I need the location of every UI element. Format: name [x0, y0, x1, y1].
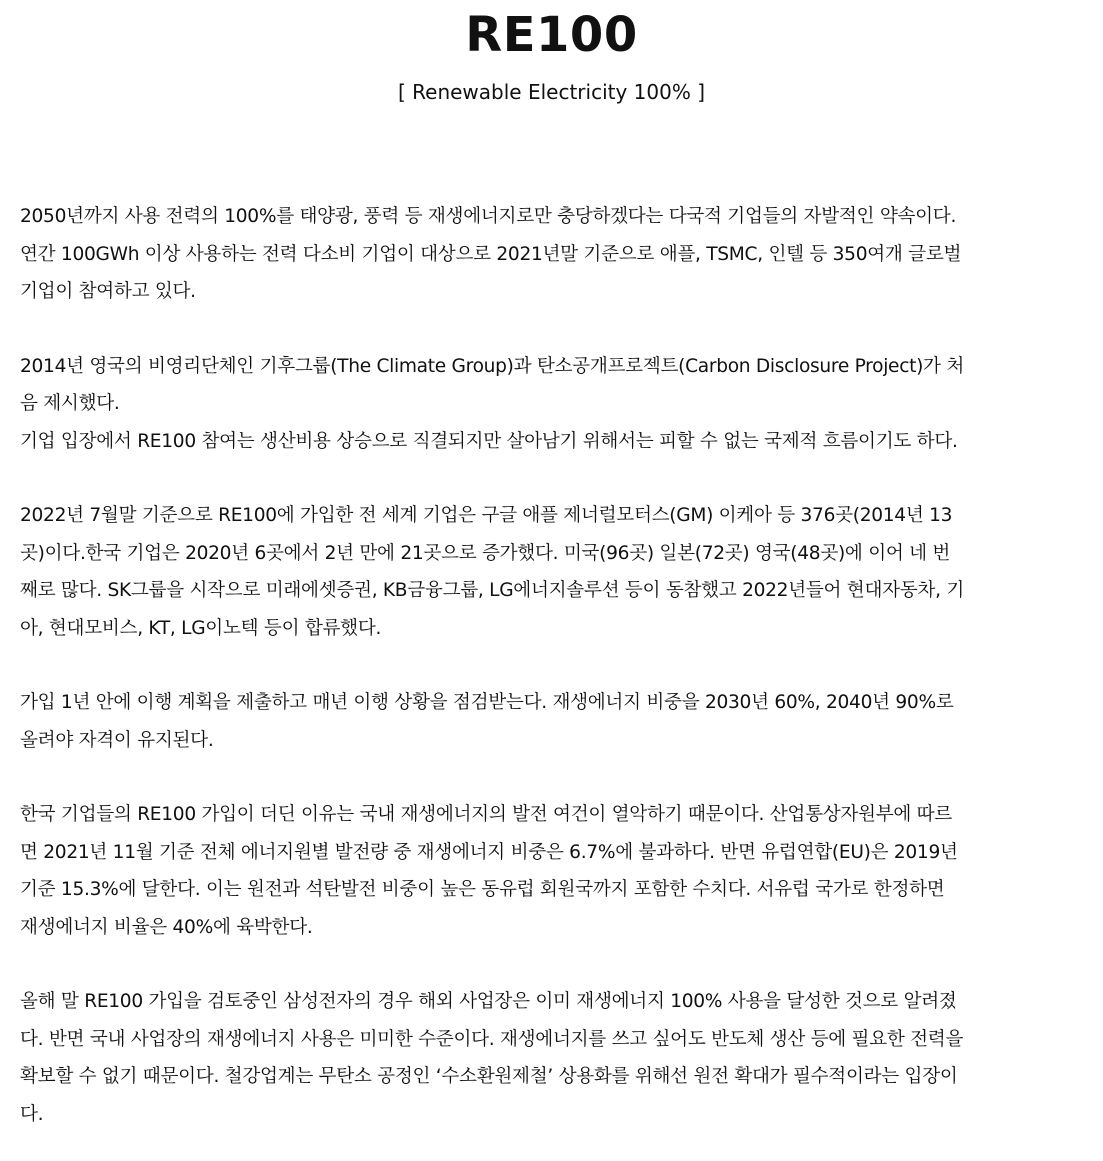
paragraph-requirements	[20, 684, 1083, 759]
text-line: 다. 반면 국내 사업장의 재생에너지 사용은 미미한 수준이다. 재생에너지를 쓰고 싶어도 반도체 생산 등에 필요한 전력을	[20, 1028, 964, 1050]
text-line: 올해 말 RE100 가입을 검토중인 삼성전자의 경우 해외 사업장은 이미 재생에너지 100% 사용을 달성한 것으로 알려졌	[20, 991, 957, 1012]
text-line: 아, 현대모비스, KT, LG이노텍 등이 합류했다.	[20, 617, 382, 639]
text-line: 곳)이다.한국 기업은 2020년 6곳에서 2년 만에 21곳으로 증가했다. 미국(96곳) 일본(72곳) 영국(48곳)에 이어 네 번	[20, 542, 951, 564]
paragraph-definition	[20, 198, 1083, 311]
paragraph-korea-status	[20, 796, 1083, 946]
text-line: 면 2021년 11월 기준 전체 에너지원별 발전량 중 재생에너지 비중은 6.7%에 불과하다. 반면 유럽연합(EU)은 2019년	[20, 841, 958, 863]
text-line: 2014년 영국의 비영리단체인 기후그룹(The Climate Group)과 탄소공개프로젝트(Carbon Disclosure Project)가 처	[20, 355, 964, 377]
paragraph-membership	[20, 497, 1083, 647]
text-line: 2022년 7월말 기준으로 RE100에 가입한 전 세계 기업은 구글 애플 제너럴모터스(GM) 이케아 등 376곳(2014년 13	[20, 505, 953, 526]
text-line: 다.	[20, 1103, 44, 1125]
text-line: 연간 100GWh 이상 사용하는 전력 다소비 기업이 대상으로 2021년말 기준으로 애플, TSMC, 인텔 등 350여개 글로벌	[20, 243, 962, 265]
text-line: 음 제시했다.	[20, 393, 120, 414]
text-line: 째로 많다. SK그룹을 시작으로 미래에셋증권, KB금융그룹, LG에너지솔루션 등이 동참했고 2022년들어 현대자동차, 기	[20, 580, 964, 601]
text-line: 기업 입장에서 RE100 참여는 생산비용 상승으로 직결되지만 살아남기 위해서는 피할 수 없는 국제적 흐름이기도 하다.	[20, 430, 958, 452]
paragraph-origin	[20, 348, 1083, 461]
text-line: 기준 15.3%에 달한다. 이는 원전과 석탄발전 비중이 높은 동유럽 회원국까지 포함한 수치다. 서유럽 국가로 한정하면	[20, 879, 945, 900]
text-line: 2050년까지 사용 전력의 100%를 태양광, 풍력 등 재생에너지로만 충당하겠다는 다국적 기업들의 자발적인 약속이다.	[20, 206, 957, 227]
text-line: 재생에너지 비율은 40%에 육박한다.	[20, 916, 313, 938]
text-line: 기업이 참여하고 있다.	[20, 281, 196, 302]
page-subtitle: [ Renewable Electricity 100% ]	[397, 80, 705, 104]
text-line: 한국 기업들의 RE100 가입이 더딘 이유는 국내 재생에너지의 발전 여건이 열악하기 때문이다. 산업통상자원부에 따르	[20, 804, 952, 825]
text-line: 가입 1년 안에 이행 계획을 제출하고 매년 이행 상황을 점검받는다. 재생에너지 비중을 2030년 60%, 2040년 90%로	[20, 692, 954, 713]
text-line: 올려야 자격이 유지된다.	[20, 729, 214, 751]
page-title: RE100	[465, 7, 638, 63]
article-body	[20, 198, 1083, 1133]
text-line: 확보할 수 없기 때문이다. 철강업계는 무탄소 공정인 ‘수소환원제철’ 상용화를 위해선 원전 확대가 필수적이라는 입장이	[20, 1066, 958, 1087]
paragraph-industry-cases	[20, 983, 1083, 1133]
